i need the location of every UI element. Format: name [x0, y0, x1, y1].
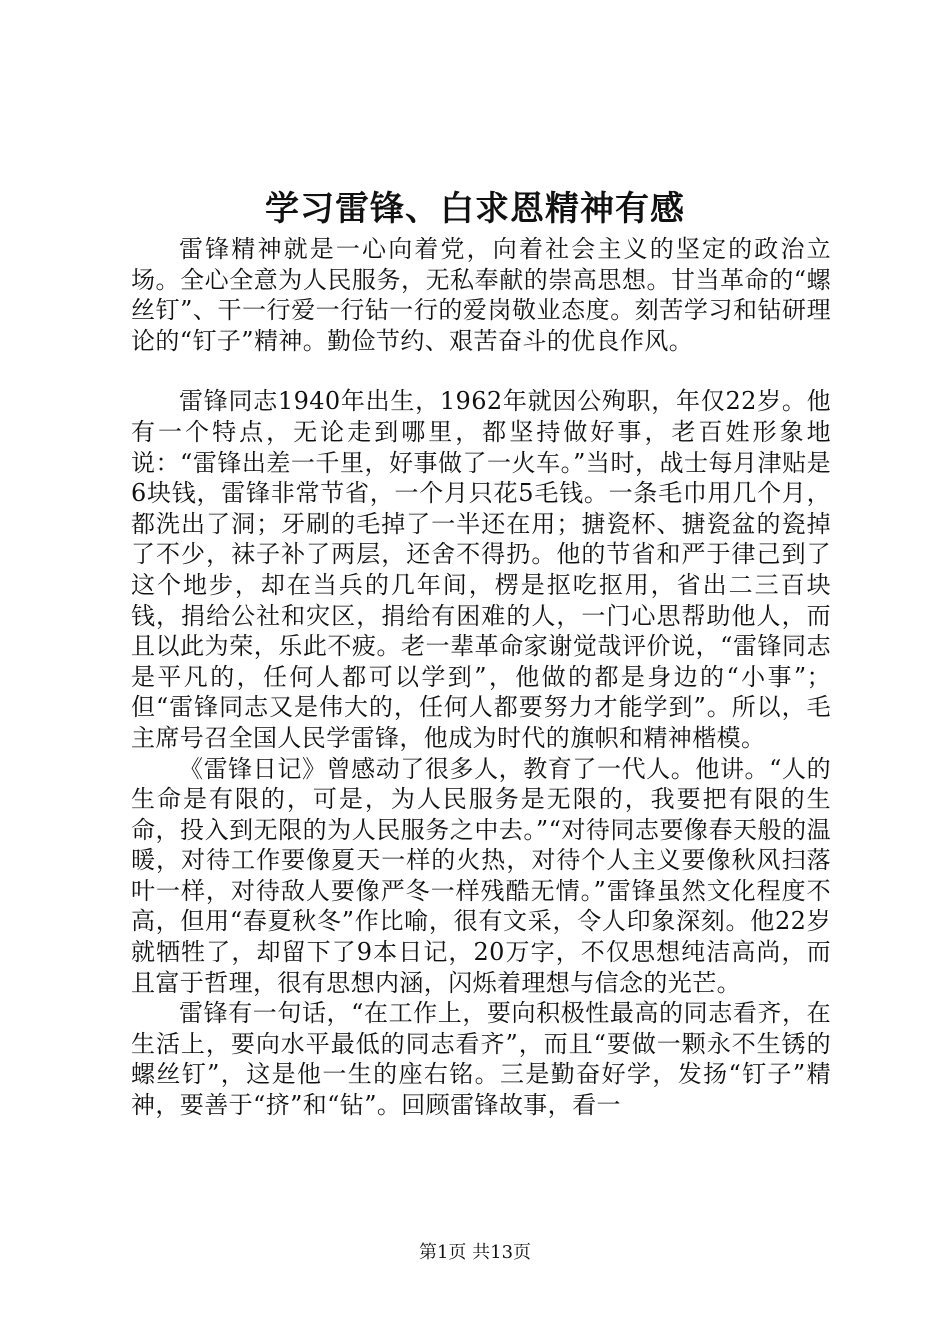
paragraph-3: 《雷锋日记》曾感动了很多人，教育了一代人。他讲。“人的生命是有限的，可是，为人民服务是无限的，我要把有限的生命，投入到无限的为人民服务之中去。”“对待同志要像春天般的温暖，对待工作要像夏天一样的火热，对待个人主义要像秋风扫落叶一样，对待敌人要像严冬一样残酷无情。”雷锋虽然文化程度不高，但用“春夏秋冬”作比喻，很有文采，令人印象深刻。他22岁就牺牲了，却留下了9本日记，20万字，不仅思想纯洁高尚，而且富于哲理，很有思想内涵，闪烁着理想与信念的光芒。 — [131, 754, 831, 997]
paragraph-1: 雷锋精神就是一心向着党，向着社会主义的坚定的政治立场。全心全意为人民服务，无私奉献的崇高思想。甘当革命的“螺丝钉”、干一行爱一行钻一行的爱岗敬业态度。刻苦学习和钻研理论的“钉子”精神。勤俭节约、艰苦奋斗的优良作风。 — [131, 235, 831, 355]
document-title: 学习雷锋、白求恩精神有感 — [265, 189, 685, 229]
paragraph-4: 雷锋有一句话，“在工作上，要向积极性最高的同志看齐，在生活上，要向水平最低的同志看齐”，而且“要做一颗永不生锈的螺丝钉”，这是他一生的座右铭。三是勤奋好学，发扬“钉子”精神，要善于“挤”和“钻”。回顾雷锋故事，看一 — [131, 999, 831, 1120]
document-body — [131, 234, 831, 1121]
paragraph-gap — [131, 356, 831, 386]
page-number-footer: 第1页 共13页 — [418, 1242, 532, 1263]
paragraph-2: 雷锋同志1940年出生，1962年就因公殉职，年仅22岁。他有一个特点，无论走到哪里，都坚持做好事，老百姓形象地说：“雷锋出差一千里，好事做了一火车。”当时，战士每月津贴是6块钱，雷锋非常节省，一个月只花5毛钱。一条毛巾用几个月，都洗出了洞；牙刷的毛掉了一半还在用；搪瓷杯、搪瓷盆的瓷掉了不少，袜子补了两层，还舍不得扔。他的节省和严于律己到了这个地步，却在当兵的几年间，楞是抠吃抠用，省出二三百块钱，捐给公社和灾区，捐给有困难的人，一门心思帮助他人，而且以此为荣，乐此不疲。老一辈革命家谢觉哉评价说，“雷锋同志是平凡的，任何人都可以学到”，他做的都是身边的“小事”；但“雷锋同志又是伟大的，任何人都要努力才能学到”。所以，毛主席号召全国人民学雷锋，他成为时代的旗帜和精神楷模。 — [131, 387, 831, 752]
